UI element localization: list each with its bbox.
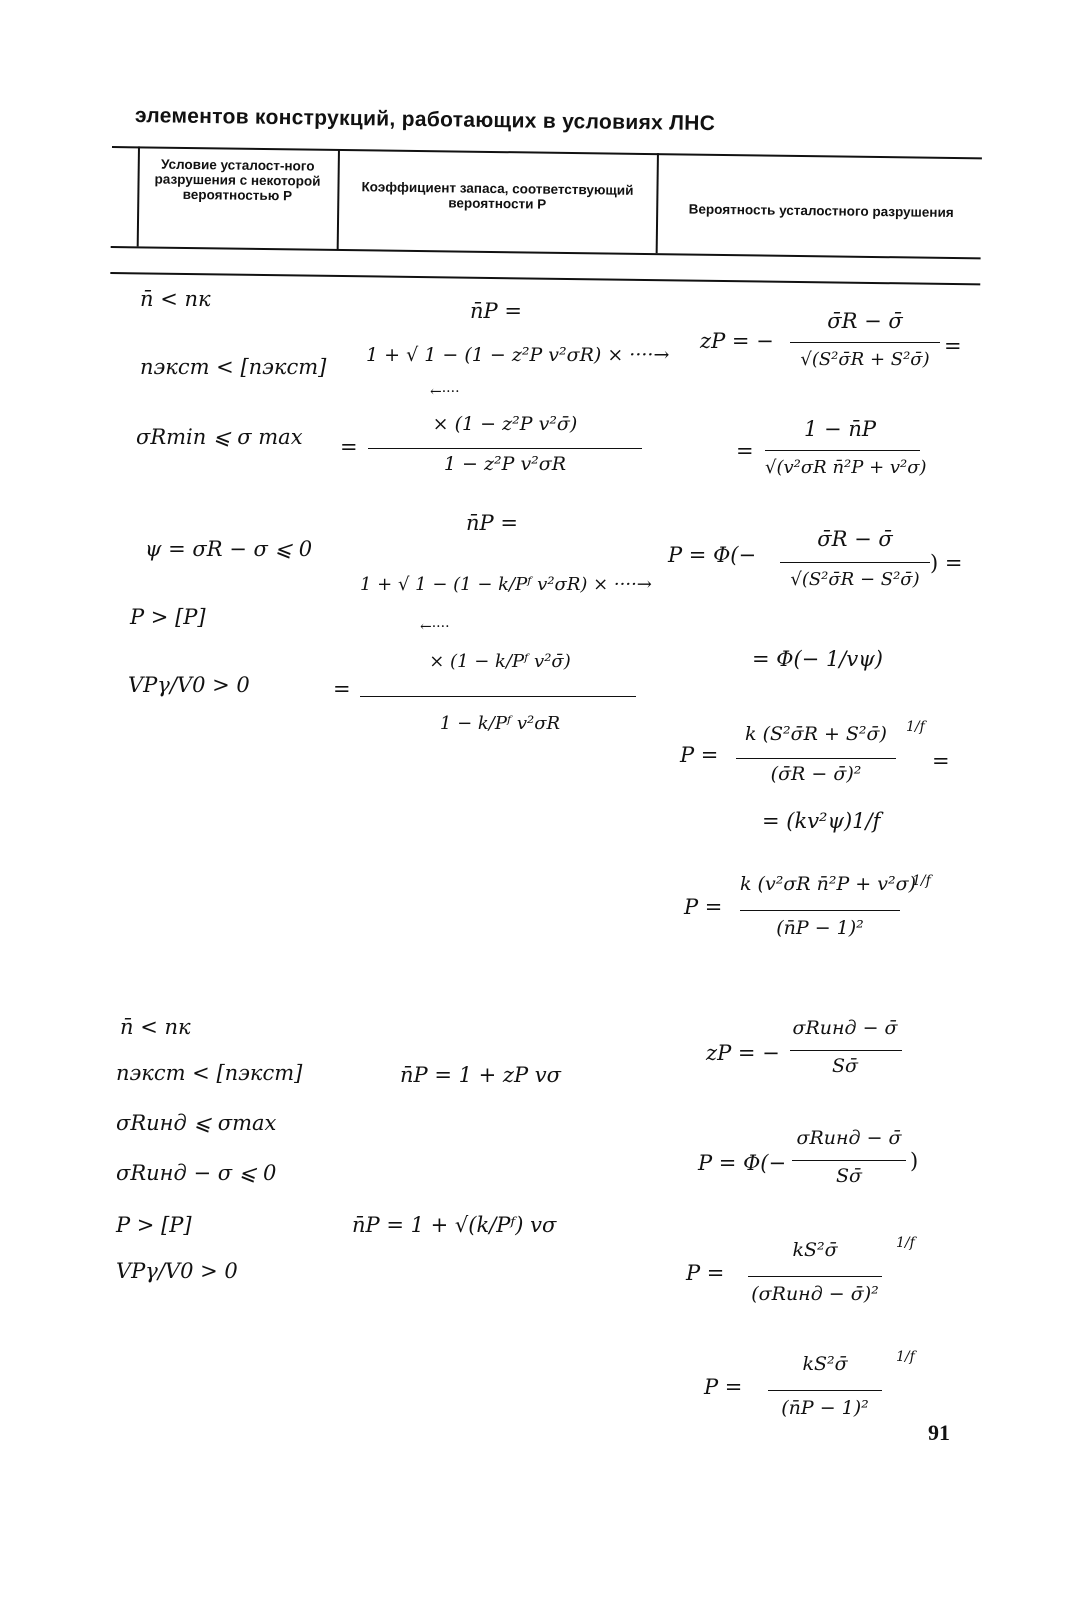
coefficient-formula: n̄P = 1 + zP vσ [400,1063,561,1087]
fraction-bar [736,758,896,759]
probability-expression: = (kv²ψ)1/f [762,809,881,833]
exponent: 1/f [912,873,931,889]
condition-row: P > [P] [130,605,206,629]
coefficient-denominator: 1 − k/Pᶠ v²σR [439,713,561,734]
probability-lhs: P = Φ(− [668,543,757,567]
header-probability: Вероятность усталостного разрушения [688,201,954,221]
header-divider [337,149,340,249]
fraction-bar [748,1276,882,1277]
condition-row: VPγ/V0 > 0 [128,673,250,697]
coefficient-head: n̄P = [466,511,518,535]
header-bottom-rule [111,246,981,259]
fraction-bar [765,450,920,451]
probability-lhs: P = [704,1375,743,1399]
probability-denominator: √(S²σ̄R + S²σ̄) [800,349,930,370]
probability-numerator: σ̄R − σ̄ [817,527,893,551]
condition-row: n̄ < nк [120,1015,191,1039]
condition-row: nэкст < [nэкст] [140,355,327,379]
fraction-bar [768,1390,882,1391]
coefficient-line: 1 + √ 1 − (1 − z²P v²σR) × ····→ [366,344,670,366]
condition-row: ψ = σR − σ ⩽ 0 [145,537,313,561]
condition-row: nэкст < [nэкст] [116,1061,303,1085]
condition-row: VPγ/V0 > 0 [116,1259,238,1283]
probability-lhs: P = [684,895,723,919]
probability-denominator: √(v²σR n̄²P + v²σ) [765,457,927,478]
equals-sign: = [932,749,950,773]
probability-lhs: P = Φ(− [698,1151,787,1175]
probability-lhs: P = [680,743,719,767]
coefficient-numerator: × (1 − k/Pᶠ v²σ̄) [429,651,571,672]
probability-numerator: σRинд − σ̄ [792,1017,898,1039]
header-condition: Условие усталост-ного разрушения с некоторой вероятностью P [154,156,321,204]
exponent: 1/f [896,1235,915,1251]
probability-numerator: σRинд − σ̄ [796,1127,902,1149]
fraction-bar [790,342,940,343]
arrow-back: ←···· [420,619,450,635]
fraction-bar [360,696,636,697]
probability-numerator: kS²σ̄ [792,1239,838,1261]
exponent: 1/f [906,719,925,735]
coefficient-head: n̄P = [470,299,522,323]
equals-sign: = [944,334,962,358]
coefficient-eq: = [340,435,358,459]
coefficient-denominator: 1 − z²P v²σR [443,453,567,475]
probability-lhs: zP = − [700,329,774,353]
probability-expression: = Φ(− 1/vψ) [752,647,883,671]
condition-row: P > [P] [116,1213,192,1237]
probability-lhs: zP = − [706,1041,780,1065]
probability-denominator: (σ̄R − σ̄)² [770,763,862,785]
fraction-bar [780,562,930,563]
condition-row: σRинд − σ ⩽ 0 [116,1161,277,1185]
condition-row: σRинд ⩽ σmax [116,1111,277,1135]
header-coefficient: Коэффициент запаса, соответствующий вероятности P [361,179,634,212]
coefficient-numerator: × (1 − z²P v²σ̄) [432,413,578,435]
probability-numerator: σ̄R − σ̄ [827,309,903,333]
probability-denominator: (n̄P − 1)² [776,917,864,939]
coefficient-line: 1 + √ 1 − (1 − k/Pᶠ v²σR) × ····→ [360,574,652,595]
bracket-close: ) = [930,551,963,575]
header-divider [137,146,140,246]
fraction-bar [790,1050,902,1051]
table-header [110,146,982,281]
coefficient-eq: = [333,677,351,701]
probability-numerator: kS²σ̄ [802,1353,848,1375]
probability-denominator: Sσ̄ [836,1165,862,1187]
probability-denominator: (σRинд − σ̄)² [751,1283,879,1305]
probability-lhs: P = [686,1261,725,1285]
probability-denominator: Sσ̄ [832,1055,858,1077]
arrow-back: ←···· [430,384,460,400]
fraction-bar [792,1160,906,1161]
table-caption: элементов конструкций, работающих в условиях ЛНС [134,104,716,136]
probability-numerator: k (v²σR n̄²P + v²σ) [740,873,917,895]
page-number: 91 [928,1420,950,1445]
fraction-bar [740,910,900,911]
header-body-rule [110,272,980,285]
condition-row: n̄ < nк [140,287,211,311]
condition-row: σRmin ⩽ σ max [136,425,303,449]
coefficient-formula: n̄P = 1 + √(k/Pᶠ) vσ [352,1213,557,1237]
probability-denominator: √(S²σ̄R − S²σ̄) [790,569,920,590]
bracket-close: ) [910,1149,919,1173]
probability-numerator: k (S²σ̄R + S²σ̄) [745,723,887,745]
equals-sign: = [736,439,754,463]
exponent: 1/f [896,1349,915,1365]
header-divider [656,153,659,253]
probability-numerator: 1 − n̄P [804,417,876,441]
probability-denominator: (n̄P − 1)² [781,1397,869,1419]
fraction-bar [368,448,642,449]
